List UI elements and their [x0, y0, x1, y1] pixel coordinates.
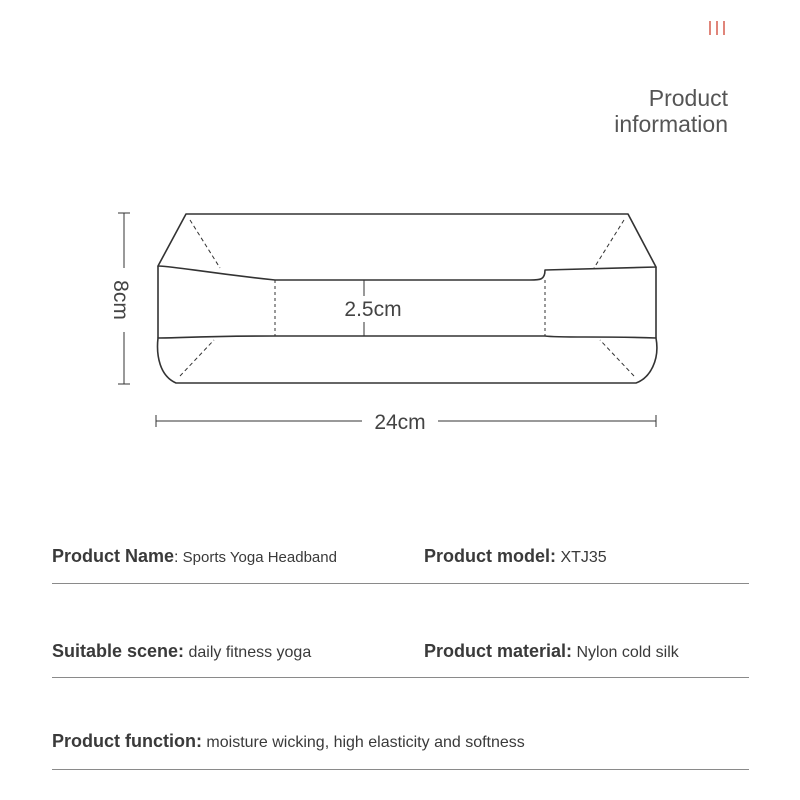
height-label: 8cm [109, 280, 132, 320]
spec-product-model [424, 546, 607, 567]
product-function-label: Product function: [52, 731, 202, 751]
product-material-value: Nylon cold silk [572, 644, 679, 661]
seam-lines [180, 220, 634, 376]
spec-product-name [52, 546, 337, 567]
spec-suitable-scene [52, 641, 311, 662]
headband-outline [158, 214, 657, 383]
suitable-scene-label: Suitable scene: [52, 641, 185, 661]
product-model-label: Product model: [424, 546, 557, 566]
spec-product-material [424, 641, 679, 662]
product-name-separator: : [174, 549, 179, 566]
width-label: 24cm [374, 411, 426, 434]
row-divider [52, 583, 749, 584]
spec-product-function [52, 731, 525, 752]
row-divider [52, 677, 749, 678]
heading-line-1: Product [648, 85, 728, 111]
product-material-label: Product material: [424, 641, 573, 661]
band-width-label: 2.5cm [344, 298, 402, 321]
spec-row-3 [52, 724, 749, 770]
product-function-value: moisture wicking, high elasticity and softness [201, 734, 525, 751]
product-name-label: Product Name [52, 546, 175, 566]
heading-line-2: information [614, 111, 728, 137]
suitable-scene-value: daily fitness yoga [184, 644, 312, 661]
product-model-value: XTJ35 [556, 549, 607, 566]
row-divider [52, 769, 749, 770]
product-name-value: Sports Yoga Headband [178, 549, 337, 566]
spec-row-1 [52, 540, 749, 584]
spec-row-2 [52, 635, 749, 679]
